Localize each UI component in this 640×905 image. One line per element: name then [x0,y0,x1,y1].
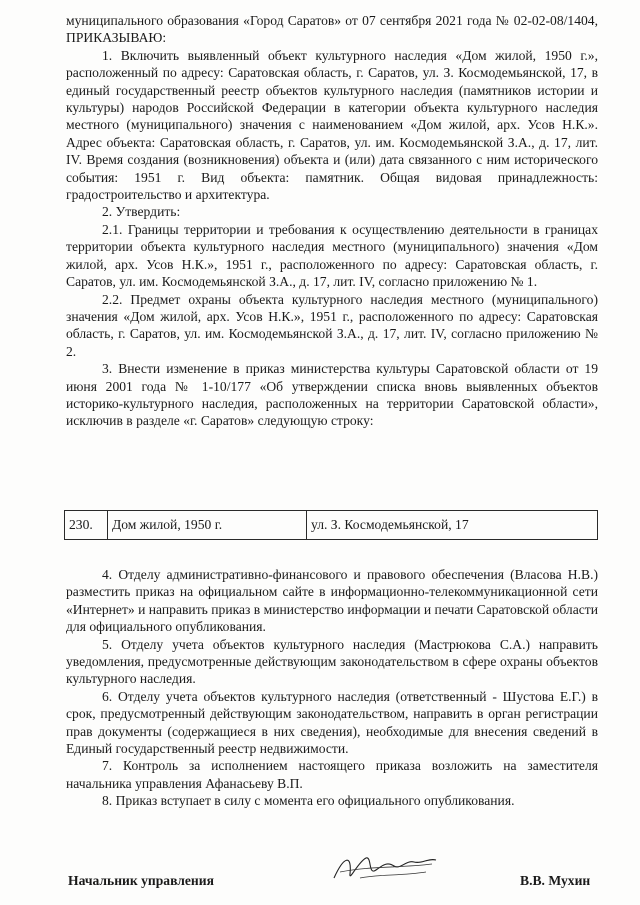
paragraph-item-6: 6. Отделу учета объектов культурного наследия (ответственный - Шустова Е.Г.) в срок, предусмотренный действующим законодательством, направить в орган регистрации прав документы (содержащиеся в них сведения), необходимые для внесения сведений в Единый государственный реестр недвижимости. [66,688,598,757]
paragraph-item-4: 4. Отделу административно-финансового и правового обеспечения (Власова Н.В.) разместить приказ на официальном сайте в информационно-телекоммуникационной сети «Интернет» и направить приказ в министерство информации и печати Саратовской области для официального опубликования. [66,567,598,635]
paragraph-item-8: 8. Приказ вступает в силу с момента его официального опубликования. [102,793,515,809]
paragraph-preamble: муниципального образования «Город Саратов» от 07 сентября 2021 года № 02-02-08/1404, ПРИКАЗЫВАЮ: [66,13,598,46]
paragraph-item-2: 2. Утвердить: [102,204,181,220]
signature-image [330,848,440,888]
paragraph-item-2-1: 2.1. Границы территории и требования к осуществлению деятельности в границах территории объекта культурного наследия местного (муниципального) значения «Дом жилой, арх. Усов Н.К.», 1951 г., расположенного по адресу: Саратовская область, г. Саратов, ул. им. Космодемьянской З.А., д. 17, лит. IV, согласно приложению № 1. [66,221,598,290]
paragraph-item-2-2: 2.2. Предмет охраны объекта культурного наследия местного (муниципального) значения «Дом жилой, арх. Усов Н.К.», 1951 г., расположенного по адресу: Саратовская область, г. Саратов, ул. им. Космодемьянской З.А., д. 17, лит. IV, согласно приложению № 2. [66,291,598,359]
paragraph-item-5: 5. Отделу учета объектов культурного наследия (Мастрюкова С.А.) направить уведомления, предусмотренные действующим законодательством в сфере охраны объектов культурного наследия. [66,636,598,687]
order-body-top [66,12,598,430]
table-cell-address: ул. З. Космодемьянской, 17 [307,511,598,540]
order-body-bottom [66,566,598,810]
signatory-position: Начальник управления [68,873,214,888]
table-cell-number: 230. [65,511,108,540]
signatory-name: В.В. Мухин [520,873,591,888]
excluded-row-table [64,510,598,540]
table-row [65,511,598,540]
paragraph-item-1: 1. Включить выявленный объект культурного наследия «Дом жилой, 1950 г.», расположенный по адресу: Саратовская область, г. Саратов, ул. З. Космодемьянской, 17, в единый государственный реестр объектов культурного наследия (памятников истории и культуры) народов Российской Федерации в категории объекта культурного наследия местного (муниципального) значения с наименованием «Дом жилой, арх. Усов Н.К.». Адрес объекта: Саратовская область, г. Саратов, ул. им. Космодемьянской З.А., д. 17, лит. IV. Время создания (возникновения) объекта и (или) дата связанного с ним исторического события: 1951 г. Вид объекта: памятник. Общая видовая принадлежность: градостроительство и архитектура. [66,47,598,203]
table-cell-object-name: Дом жилой, 1950 г. [108,511,307,540]
paragraph-item-3: 3. Внести изменение в приказ министерства культуры Саратовской области от 19 июня 2001 года № 1-10/177 «Об утверждении списка вновь выявленных объектов историко-культурного наследия, расположенных на территории Саратовской области», исключив в разделе «г. Саратов» следующую строку: [66,361,598,429]
paragraph-item-7: 7. Контроль за исполнением настоящего приказа возложить на заместителя начальника управления Афанасьеву В.П. [66,758,598,791]
